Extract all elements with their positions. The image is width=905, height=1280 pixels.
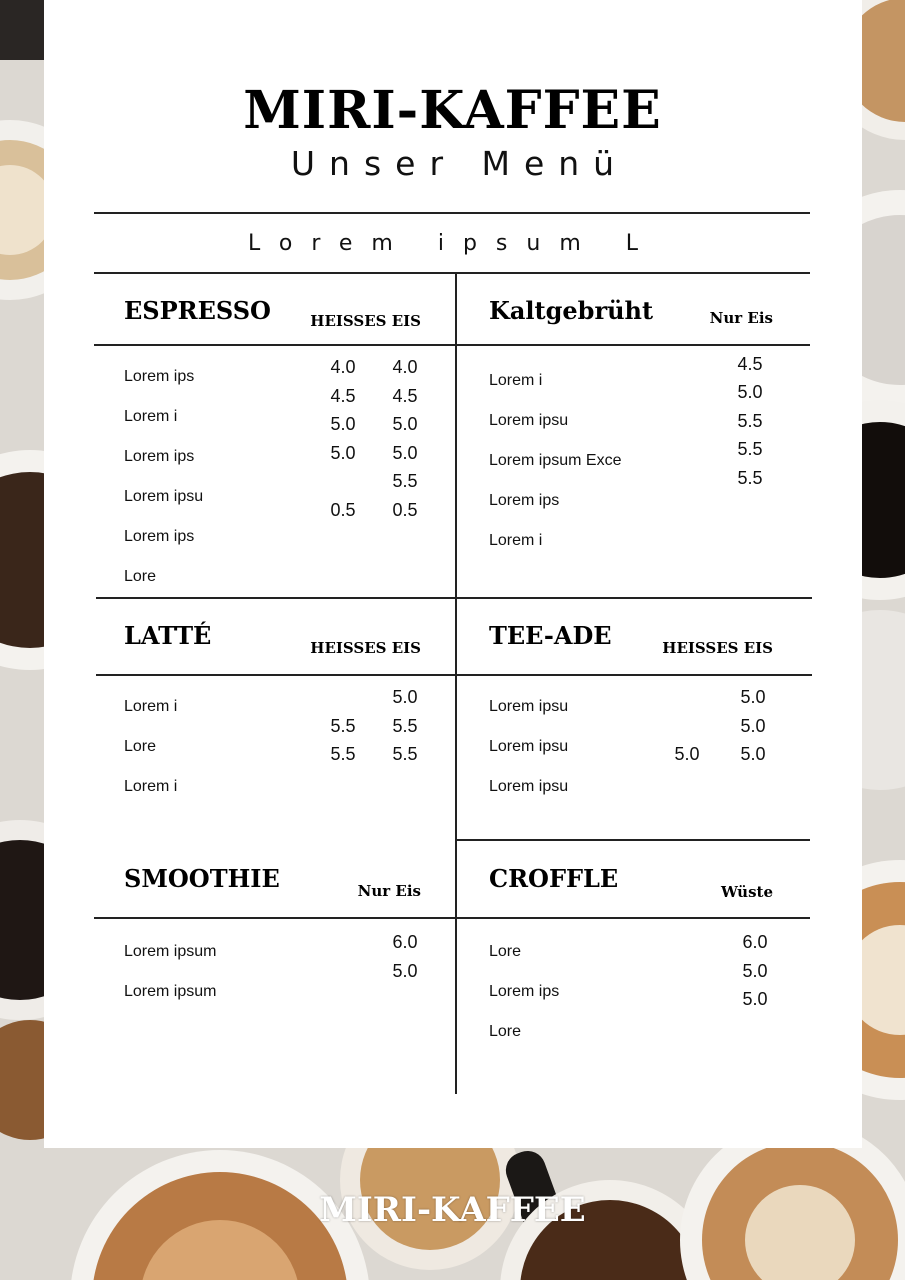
menu-item: Lorem i xyxy=(124,778,178,795)
column-header: HEISSES EIS xyxy=(310,639,421,657)
menu-item: Lorem ipsu xyxy=(489,738,569,755)
price-iced: 5.5 xyxy=(392,471,418,491)
price-iced: 0.5 xyxy=(392,500,418,520)
price-hot: 5.5 xyxy=(330,716,356,736)
price-hot: 5.5 xyxy=(330,744,356,764)
menu-item: Lore xyxy=(124,738,157,755)
price-iced: 5.0 xyxy=(392,414,418,434)
price-iced: 5.5 xyxy=(737,468,763,488)
divider-row3-header xyxy=(94,917,810,919)
brand-title: MIRI-KAFFEE xyxy=(243,80,662,141)
price-iced: 5.0 xyxy=(740,716,766,736)
price-hot: 0.5 xyxy=(330,500,356,520)
price-iced: 5.0 xyxy=(392,443,418,463)
divider-row3 xyxy=(456,839,810,841)
price-hot: 5.0 xyxy=(674,744,700,764)
tagline: Lorem ipsum L xyxy=(247,231,657,256)
section-title: ESPRESSO xyxy=(124,296,271,325)
column-header: Nur Eis xyxy=(709,309,773,327)
menu-item: Lorem ipsum xyxy=(124,943,217,960)
price: 5.0 xyxy=(742,961,768,981)
menu-item: Lorem ips xyxy=(489,983,560,1000)
menu-item: Lorem i xyxy=(124,408,178,425)
menu-item: Lore xyxy=(489,943,522,960)
section-title: LATTÉ xyxy=(124,621,212,650)
menu-item: Lorem i xyxy=(124,698,178,715)
price-iced: 5.0 xyxy=(740,687,766,707)
price-iced: 4.5 xyxy=(392,386,418,406)
price-iced: 5.5 xyxy=(737,411,763,431)
price-iced: 5.0 xyxy=(392,687,418,707)
menu-item: Lore xyxy=(489,1023,522,1040)
section-title: Kaltgebrüht xyxy=(489,296,654,325)
menu-item: Lore xyxy=(124,568,157,585)
divider-row2-header xyxy=(96,674,812,676)
menu-item: Lorem ipsum xyxy=(124,983,217,1000)
price-iced: 5.0 xyxy=(740,744,766,764)
column-divider xyxy=(455,272,457,1094)
price-iced: 4.0 xyxy=(392,357,418,377)
menu-subtitle: Unser Menü xyxy=(290,144,629,183)
price-hot: 4.5 xyxy=(330,386,356,406)
price-iced: 6.0 xyxy=(392,932,418,952)
price: 5.0 xyxy=(742,989,768,1009)
column-header: HEISSES EIS xyxy=(662,639,773,657)
menu-item: Lorem ips xyxy=(124,528,195,545)
price-hot: 5.0 xyxy=(330,414,356,434)
menu-item: Lorem i xyxy=(489,372,543,389)
divider-grid-top xyxy=(94,272,810,274)
price-iced: 5.0 xyxy=(737,382,763,402)
column-header: Nur Eis xyxy=(357,882,421,900)
menu-item: Lorem ipsu xyxy=(124,488,204,505)
menu-item: Lorem ipsu xyxy=(489,698,569,715)
price-iced: 5.5 xyxy=(737,439,763,459)
price: 6.0 xyxy=(742,932,768,952)
divider-row1-header xyxy=(94,344,810,346)
divider-top xyxy=(94,212,810,214)
price-iced: 5.0 xyxy=(392,961,418,981)
section-title: TEE-ADE xyxy=(489,621,612,650)
price-iced: 5.5 xyxy=(392,716,418,736)
column-header: Wüste xyxy=(720,883,773,901)
section-title: SMOOTHIE xyxy=(124,864,280,893)
menu-item: Lorem ipsu xyxy=(489,412,569,429)
menu-item: Lorem ips xyxy=(124,368,195,385)
price-iced: 5.5 xyxy=(392,744,418,764)
section-title: CROFFLE xyxy=(489,864,619,893)
divider-row2 xyxy=(96,597,812,599)
price-hot: 4.0 xyxy=(330,357,356,377)
menu-item: Lorem ipsu xyxy=(489,778,569,795)
footer-brand: MIRI-KAFFEE xyxy=(319,1190,586,1230)
price-iced: 4.5 xyxy=(737,354,763,374)
menu-item: Lorem ips xyxy=(489,492,560,509)
menu-item: Lorem ipsum Exce xyxy=(489,452,622,469)
menu-item: Lorem i xyxy=(489,532,543,549)
column-header: HEISSES EIS xyxy=(310,312,421,330)
price-hot: 5.0 xyxy=(330,443,356,463)
menu-item: Lorem ips xyxy=(124,448,195,465)
